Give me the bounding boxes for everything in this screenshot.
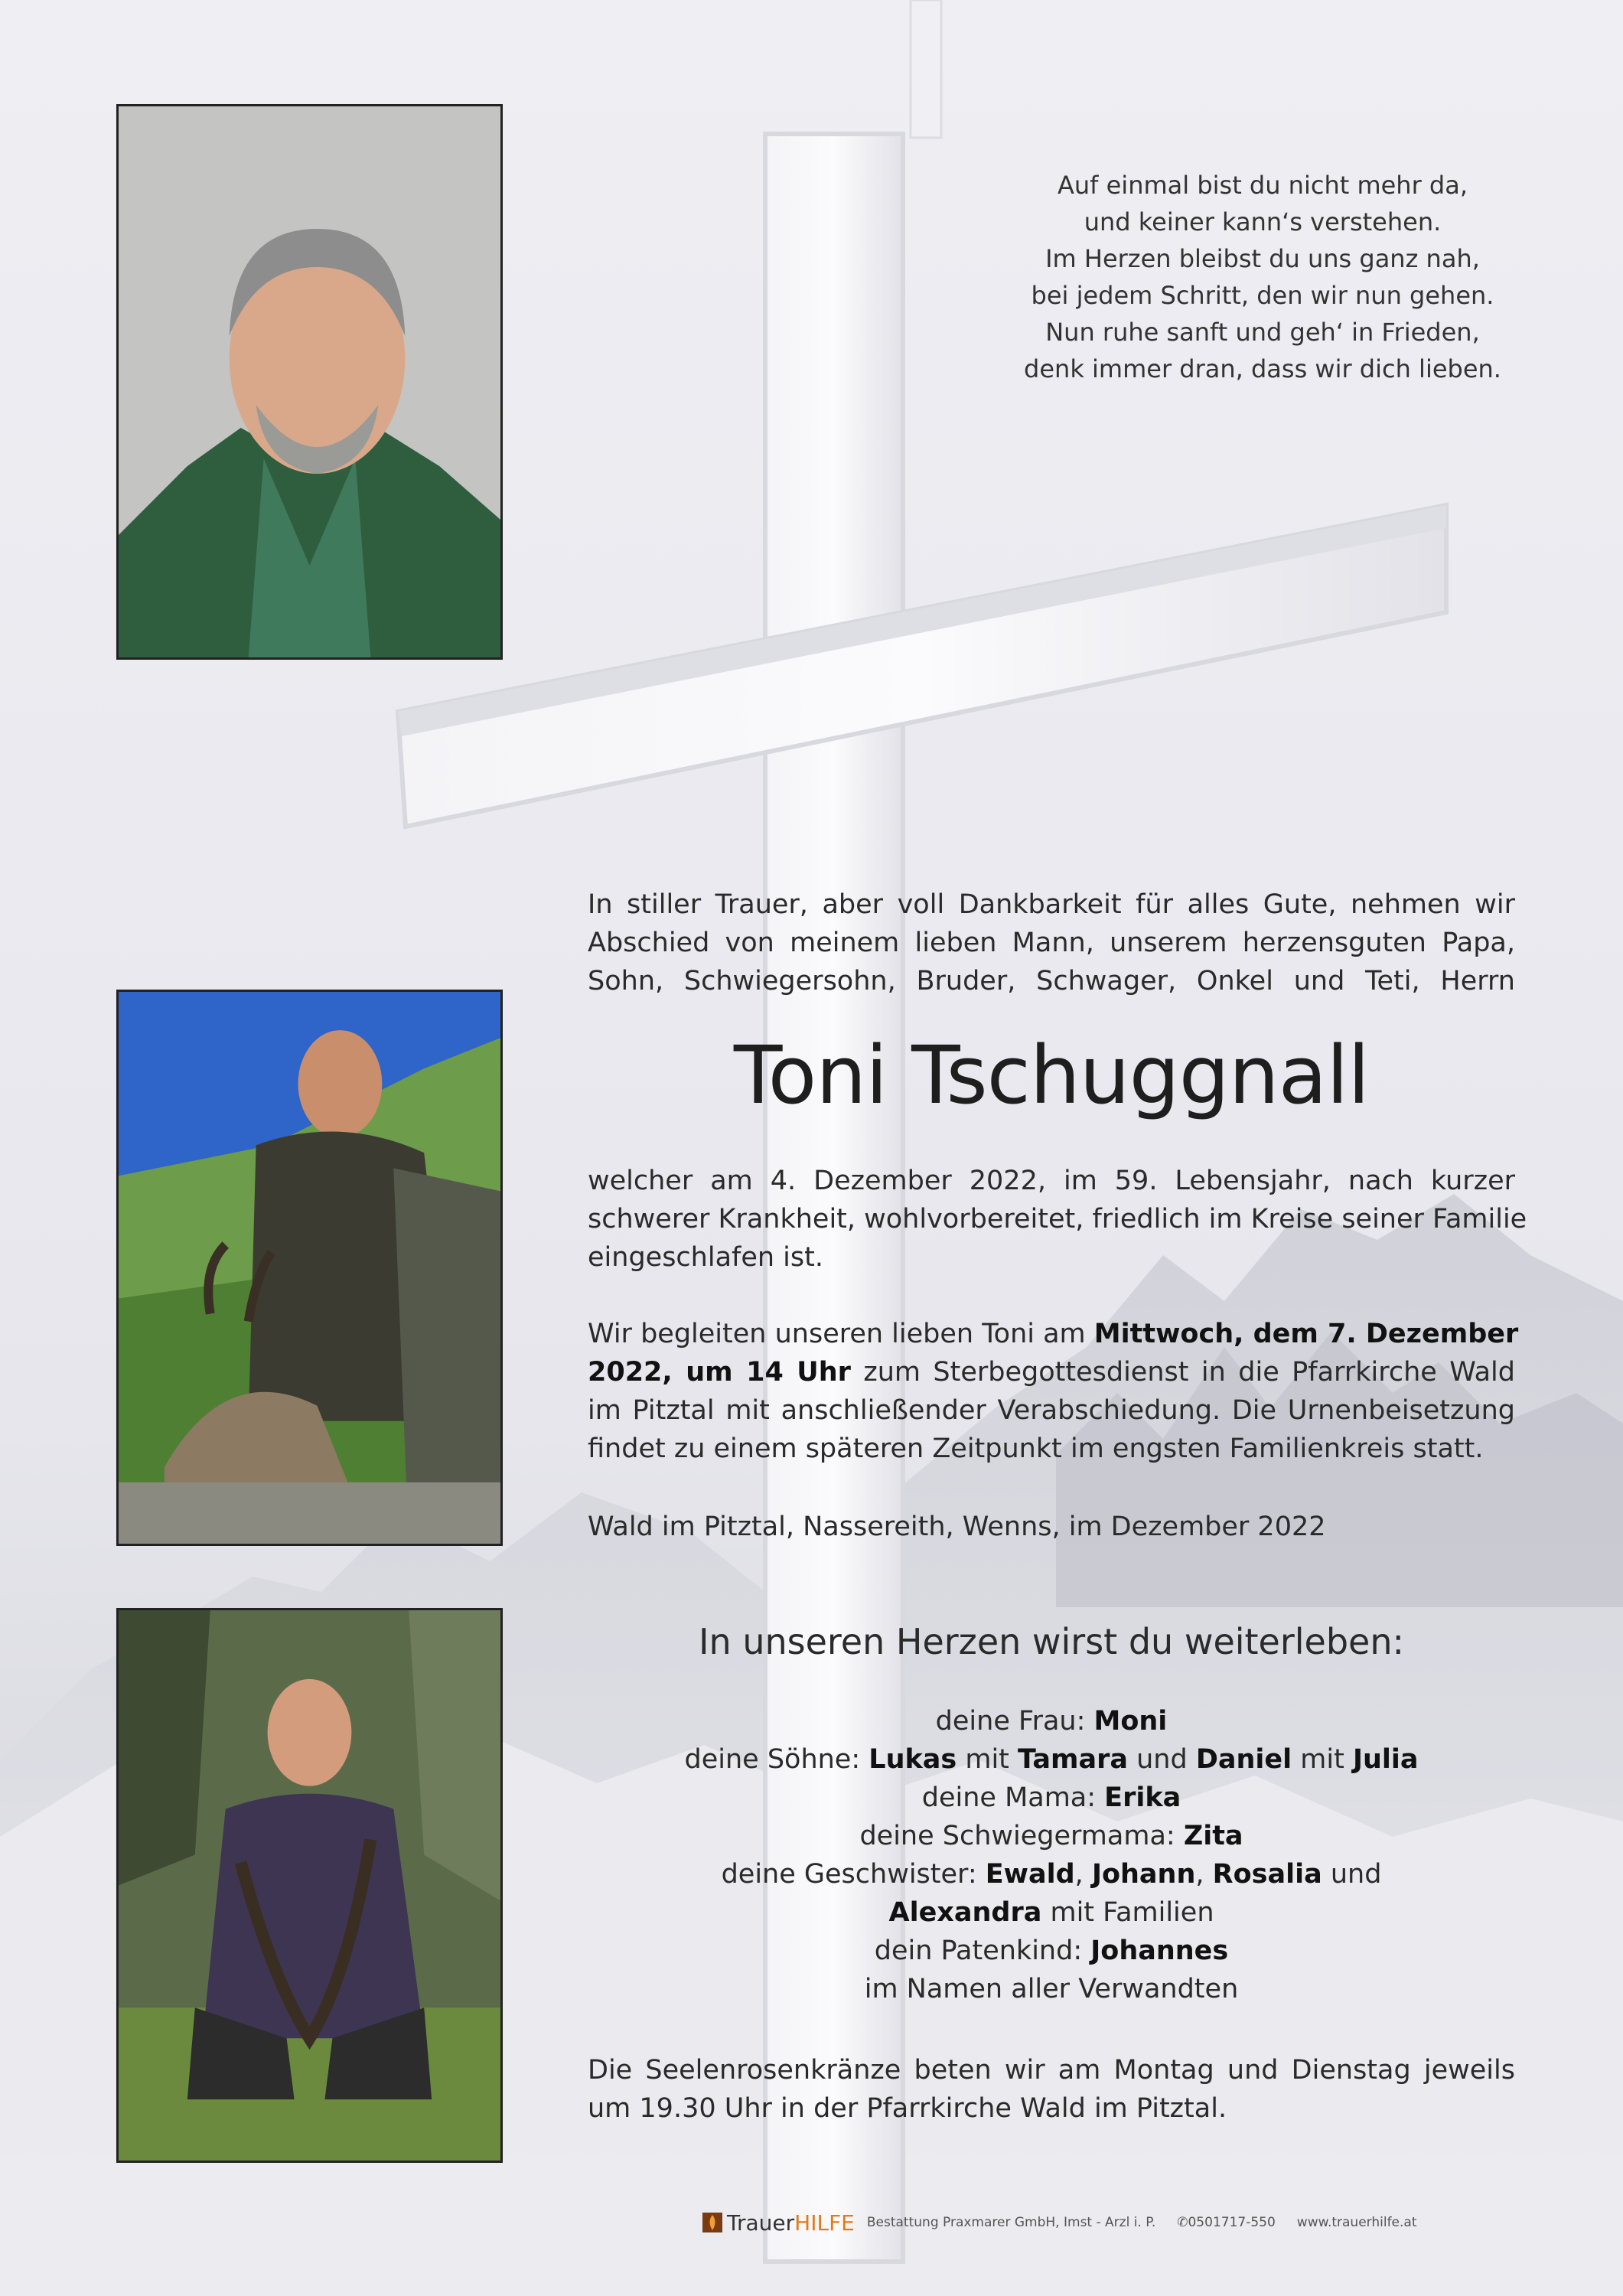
service-time: 2022, um 14 Uhr xyxy=(588,1357,851,1388)
poem xyxy=(979,167,1546,387)
poem-line: denk immer dran, dass wir dich lieben. xyxy=(1024,354,1501,383)
brand-part-highlight: HILFE xyxy=(794,2210,855,2236)
family-line-siblings xyxy=(588,1855,1515,1893)
family-line-mother-in-law xyxy=(588,1817,1515,1855)
poem-line: Nun ruhe sanft und geh‘ in Frieden, xyxy=(1045,318,1480,347)
poem-line: Auf einmal bist du nicht mehr da, xyxy=(1058,171,1468,200)
family-name: Zita xyxy=(1183,1821,1243,1851)
footer-website-link[interactable]: www.trauerhilfe.at xyxy=(1296,2215,1417,2230)
family-list xyxy=(588,1702,1515,2008)
family-line-godchild xyxy=(588,1932,1515,1970)
hunting-photo xyxy=(116,990,503,1546)
rosary-line: um 19.30 Uhr in der Pfarrkirche Wald im Pitztal. xyxy=(588,2093,1227,2124)
family-name: Julia xyxy=(1352,1744,1419,1775)
family-label: deine Söhne: xyxy=(684,1744,869,1775)
service-text: zum Sterbegottesdienst in die Pfarrkirche Wald xyxy=(850,1357,1515,1388)
family-name: Rosalia xyxy=(1212,1859,1322,1890)
family-label: deine Mama: xyxy=(921,1782,1105,1813)
passing-line: eingeschlafen ist. xyxy=(588,1242,823,1273)
intro-line: Sohn, Schwiegersohn, Bruder, Schwager, Onkel und Teti, Herrn xyxy=(588,966,1515,996)
family-line-relatives: im Namen aller Verwandten xyxy=(864,1974,1239,2004)
family-name: Alexandra xyxy=(888,1897,1042,1928)
intro-line: Abschied von meinem lieben Mann, unserem herzensguten Papa, xyxy=(588,928,1515,958)
portrait-photo xyxy=(116,104,503,660)
family-name: Erika xyxy=(1104,1782,1181,1813)
family-connector: und xyxy=(1127,1744,1196,1775)
family-label: dein Patenkind: xyxy=(874,1936,1091,1966)
family-connector: und xyxy=(1322,1859,1382,1890)
place-date-line: Wald im Pitztal, Nassereith, Wenns, im Dezember 2022 xyxy=(588,1512,1326,1542)
footer-company: Bestattung Praxmarer GmbH, Imst - Arzl i. P. xyxy=(866,2215,1156,2230)
footer-phone[interactable]: ✆0501717-550 xyxy=(1177,2215,1276,2230)
family-name: Daniel xyxy=(1195,1744,1292,1775)
family-name: Ewald xyxy=(985,1859,1075,1890)
family-connector: mit Familien xyxy=(1041,1897,1214,1928)
deceased-name: Toni Tschuggnall xyxy=(733,1029,1370,1122)
footer-brand xyxy=(727,2210,855,2236)
family-name: Johannes xyxy=(1090,1936,1229,1966)
service-line xyxy=(588,1353,1515,1391)
place-date xyxy=(588,1508,1515,1546)
family-name: Moni xyxy=(1093,1706,1168,1737)
poem-line: Im Herzen bleibst du uns ganz nah, xyxy=(1045,244,1480,273)
poem-line: bei jedem Schritt, den wir nun gehen. xyxy=(1031,281,1494,310)
passing-line: welcher am 4. Dezember 2022, im 59. Lebensjahr, nach kurzer xyxy=(588,1166,1515,1196)
service-line: im Pitztal mit anschließender Verabschiedung. Die Urnenbeisetzung xyxy=(588,1395,1515,1426)
family-connector: , xyxy=(1074,1859,1092,1890)
service-paragraph xyxy=(588,1315,1519,1468)
family-name: Lukas xyxy=(869,1744,957,1775)
service-line: findet zu einem späteren Zeitpunkt im engsten Familienkreis statt. xyxy=(588,1433,1484,1464)
family-name: Johann xyxy=(1091,1859,1196,1890)
passing-paragraph xyxy=(588,1162,1527,1277)
poem-line: und keiner kann‘s verstehen. xyxy=(1084,207,1442,236)
rosary-paragraph xyxy=(588,2051,1515,2128)
brand-part: Trauer xyxy=(727,2210,795,2236)
intro-paragraph xyxy=(588,885,1515,1000)
family-label: deine Frau: xyxy=(935,1706,1094,1737)
footer xyxy=(702,2207,1417,2238)
family-label: deine Geschwister: xyxy=(721,1859,986,1890)
family-name: Tamara xyxy=(1018,1744,1128,1775)
trauerhilfe-logo-icon xyxy=(702,2213,722,2232)
family-line-wife xyxy=(588,1702,1515,1740)
family-line-siblings-cont xyxy=(588,1893,1515,1932)
family-line-mother xyxy=(588,1779,1515,1817)
family-connector: mit xyxy=(957,1744,1018,1775)
family-connector: mit xyxy=(1292,1744,1353,1775)
antler-photo xyxy=(116,1608,503,2163)
intro-line: In stiller Trauer, aber voll Dankbarkeit für alles Gute, nehmen wir xyxy=(588,889,1515,920)
service-text: Wir begleiten unseren lieben Toni am xyxy=(588,1319,1094,1349)
family-line-sons xyxy=(588,1740,1515,1779)
service-day: Mittwoch, dem 7. Dezember xyxy=(1093,1319,1519,1349)
rosary-line: Die Seelenrosenkränze beten wir am Montag und Dienstag jeweils xyxy=(588,2055,1515,2086)
family-label: deine Schwiegermama: xyxy=(859,1821,1184,1851)
passing-line: schwerer Krankheit, wohlvorbereitet, friedlich im Kreise seiner Familie xyxy=(588,1204,1527,1234)
memory-heading: In unseren Herzen wirst du weiterleben: xyxy=(698,1621,1405,1662)
family-connector: , xyxy=(1195,1859,1213,1890)
service-line xyxy=(588,1315,1519,1353)
